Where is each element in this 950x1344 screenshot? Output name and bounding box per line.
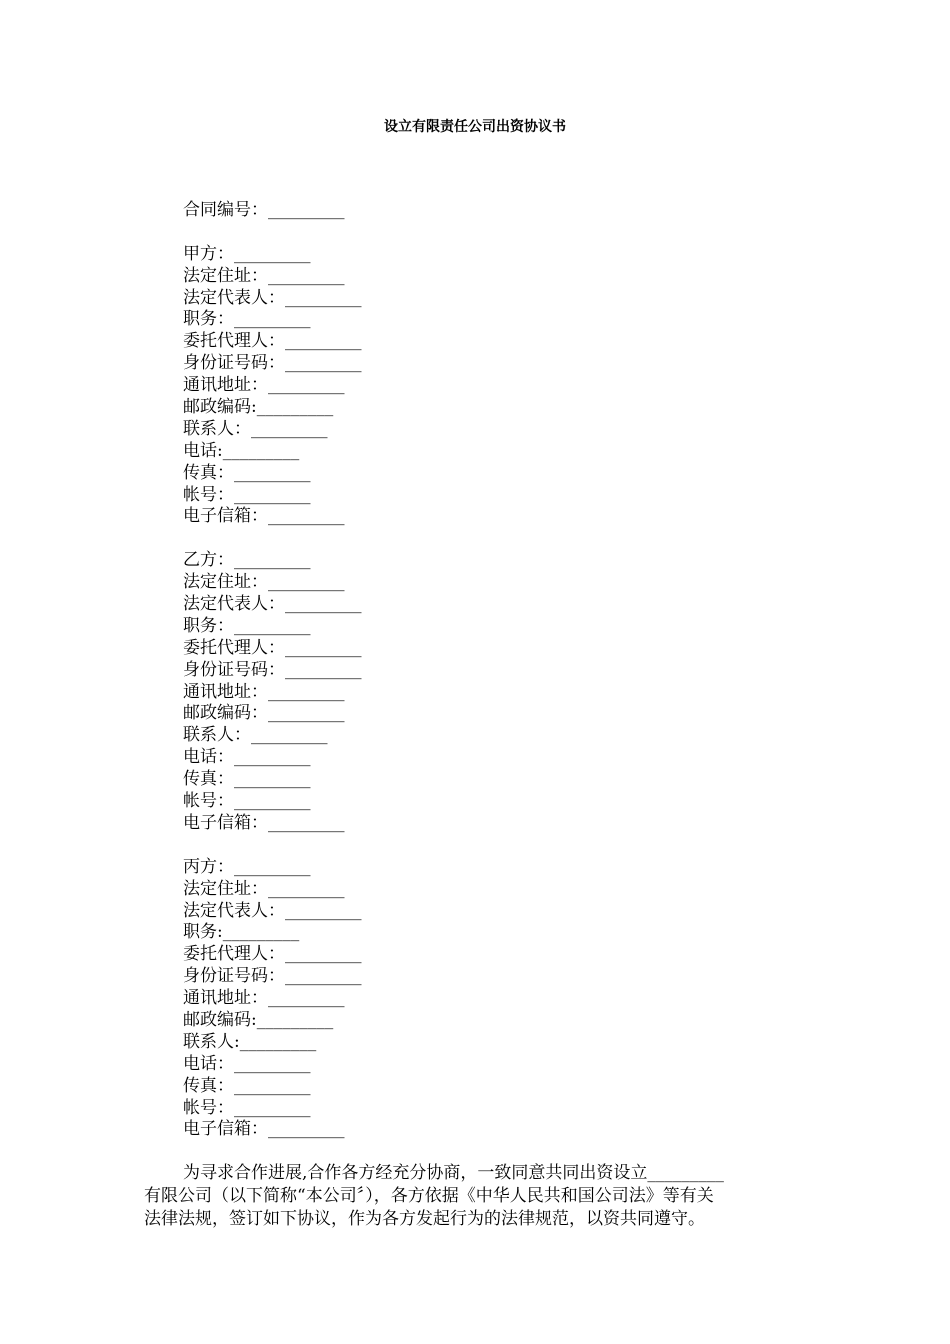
party-b-block xyxy=(183,550,803,835)
party-a-agent: 委托代理人：_________ xyxy=(183,331,362,352)
party-c-legal-rep: 法定代表人：_________ xyxy=(183,900,362,921)
party-b-fax: 传真：_________ xyxy=(183,769,311,790)
party-b-name: 乙方：_________ xyxy=(183,550,311,571)
intro-paragraph xyxy=(144,1162,824,1231)
party-a-name: 甲方：_________ xyxy=(183,243,311,264)
party-a-account: 帐号：_________ xyxy=(183,484,311,505)
party-a-phone: 电话:_________ xyxy=(183,440,300,461)
party-a-address: 法定住址：_________ xyxy=(183,265,345,286)
party-a-id-number: 身份证号码：_________ xyxy=(183,353,362,374)
spacer xyxy=(183,528,803,550)
party-b-legal-rep: 法定代表人：_________ xyxy=(183,594,362,615)
party-c-mail-address: 通讯地址：_________ xyxy=(183,988,345,1009)
party-c-block xyxy=(183,857,803,1142)
party-a-contact: 联系人：_________ xyxy=(183,418,328,439)
party-c-position: 职务:_________ xyxy=(183,922,300,943)
party-c-email: 电子信箱：_________ xyxy=(183,1119,345,1140)
party-c-contact: 联系人:_________ xyxy=(183,1031,317,1052)
party-c-name: 丙方：_________ xyxy=(183,856,311,877)
party-b-id-number: 身份证号码：_________ xyxy=(183,659,362,680)
party-a-legal-rep: 法定代表人：_________ xyxy=(183,287,362,308)
party-c-fax: 传真：_________ xyxy=(183,1075,311,1096)
spacer xyxy=(183,222,803,244)
party-a-block xyxy=(183,244,803,529)
party-a-email: 电子信箱：_________ xyxy=(183,506,345,527)
document-body xyxy=(183,200,803,1141)
party-b-contact: 联系人：_________ xyxy=(183,725,328,746)
intro-line: 法律法规，签订如下协议，作为各方发起行为的法律规范，以资共同遵守。 xyxy=(144,1209,705,1229)
party-c-account: 帐号：_________ xyxy=(183,1097,311,1118)
party-b-agent: 委托代理人：_________ xyxy=(183,637,362,658)
spacer xyxy=(183,835,803,857)
party-b-address: 法定住址：_________ xyxy=(183,572,345,593)
party-a-mail-address: 通讯地址：_________ xyxy=(183,375,345,396)
party-b-position: 职务：_________ xyxy=(183,615,311,636)
party-b-postcode: 邮政编码：_________ xyxy=(183,703,345,724)
intro-line: 为寻求合作进展,合作各方经充分协商，一致同意共同出资设立_________ xyxy=(183,1163,724,1183)
party-b-email: 电子信箱：_________ xyxy=(183,812,345,833)
party-c-phone: 电话：_________ xyxy=(183,1053,311,1074)
party-a-position: 职务：_________ xyxy=(183,309,311,330)
party-a-fax: 传真：_________ xyxy=(183,462,311,483)
party-c-id-number: 身份证号码：_________ xyxy=(183,966,362,987)
party-a-postcode: 邮政编码:_________ xyxy=(183,397,334,418)
contract-number: 合同编号：_________ xyxy=(183,200,345,220)
party-b-account: 帐号：_________ xyxy=(183,791,311,812)
party-c-agent: 委托代理人：_________ xyxy=(183,944,362,965)
party-c-postcode: 邮政编码:_________ xyxy=(183,1009,334,1030)
intro-line: 有限公司（以下简称“本公司〞），各方依据《中华人民共和国公司法》等有关 xyxy=(144,1186,714,1206)
party-c-address: 法定住址：_________ xyxy=(183,878,345,899)
document-title: 设立有限责任公司出资协议书 xyxy=(384,119,566,135)
party-b-mail-address: 通讯地址：_________ xyxy=(183,681,345,702)
party-b-phone: 电话：_________ xyxy=(183,747,311,768)
